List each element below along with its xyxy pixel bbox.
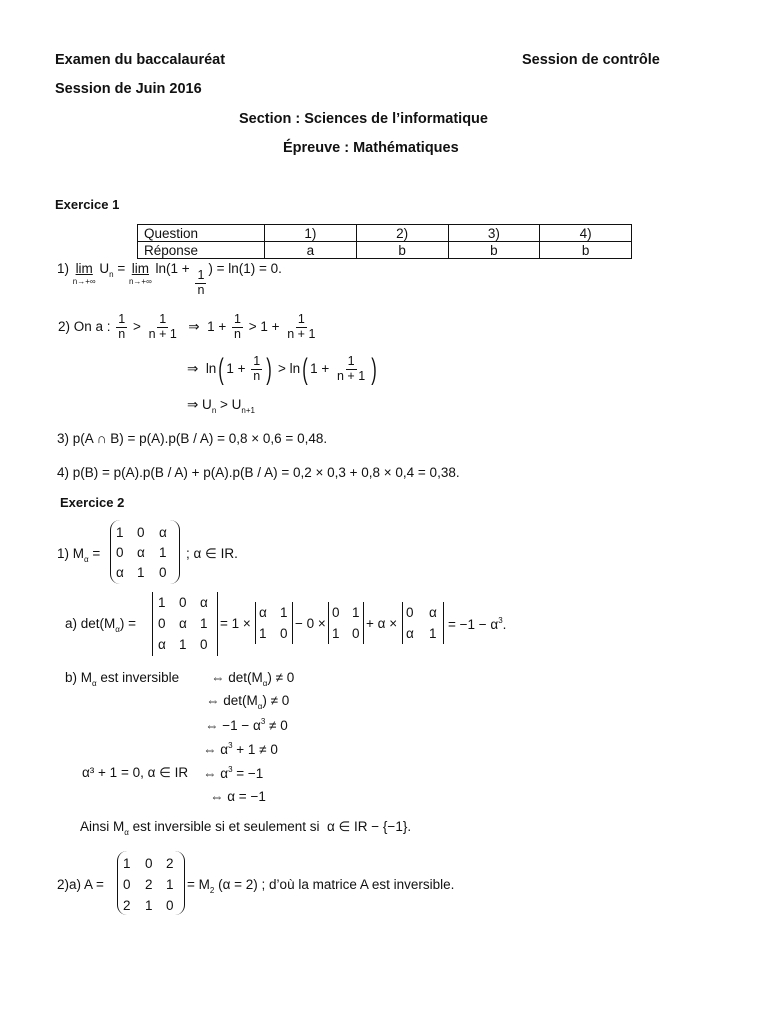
minor-3 bbox=[402, 602, 444, 644]
minor-1 bbox=[255, 602, 293, 644]
matrix-cell: 1 bbox=[200, 616, 208, 631]
qb-condition: α³ + 1 = 0, α ∈ IR bbox=[82, 765, 189, 780]
qb-line-text: ⇔ α bbox=[203, 766, 229, 781]
matrix-cell: α bbox=[137, 545, 145, 560]
matrix-cell: 0 bbox=[123, 877, 131, 892]
det-coef-1: = 1 × bbox=[220, 616, 251, 631]
ex1-q1: 1) lim n→+∞ $U_n$ = lim n→+∞ ln(1 + $\frac{1}{n}$ ) = ln(1) = 0. bbox=[57, 261, 282, 297]
ex1-q3: 3) p(A ∩ B) = p(A).p(B / A) = 0,8 × 0,6 = 0,48. bbox=[57, 431, 328, 446]
q1-label: 1) bbox=[57, 261, 70, 276]
matrix-cell: 1 bbox=[352, 605, 360, 620]
q2-label: 2) On a : bbox=[58, 318, 111, 334]
matrix-cell: 1 bbox=[116, 525, 124, 540]
exercise-1-title: Exercice 1 bbox=[55, 197, 120, 212]
ex2-q1-tail: ; α ∈ IR. bbox=[186, 546, 238, 561]
matrix-cell: 1 bbox=[158, 595, 166, 610]
det-result-text: = −1 − α bbox=[448, 617, 499, 632]
qb-conclusion: Ainsi $M_\alpha$ est inversible si et seulement si α ∈ IR − {−1}. bbox=[80, 819, 412, 837]
qb-line-1: ⇔ $\det(M_\alpha) \ne 0$ bbox=[211, 670, 295, 688]
session-date: Session de Juin 2016 bbox=[55, 81, 202, 97]
matrix-cell: 1 bbox=[280, 605, 288, 620]
lim-symbol: lim n→+∞ bbox=[72, 261, 96, 286]
ex2-q2a-tail: = $M_2$ (α = 2) ; d’où la matrice A est inversible. bbox=[187, 877, 455, 895]
question-cell: 4) bbox=[540, 225, 632, 242]
matrix-cell: 2 bbox=[123, 898, 131, 913]
matrix-cell: 1 bbox=[259, 626, 267, 641]
matrix-m-alpha bbox=[110, 520, 180, 584]
qb-label: b) M bbox=[65, 670, 92, 685]
minor-2 bbox=[328, 602, 364, 644]
matrix-cell: 0 bbox=[116, 545, 124, 560]
q1-label: 1) M bbox=[57, 546, 84, 561]
qb-line-2: ⇔ $\det(M_\alpha) \ne 0$ bbox=[206, 693, 290, 711]
answer-cell: b bbox=[448, 242, 540, 259]
answer-cell: a bbox=[265, 242, 357, 259]
matrix-cell: 1 bbox=[137, 565, 145, 580]
qb-line-6: ⇔ α = −1 bbox=[210, 789, 266, 804]
matrix-cell: 0 bbox=[200, 637, 208, 652]
matrix-cell: α bbox=[259, 605, 267, 620]
answer-cell: b bbox=[540, 242, 632, 259]
matrix-cell: 0 bbox=[145, 856, 153, 871]
det-result: = $-1 - \alpha^3$. bbox=[448, 616, 507, 632]
exercise-2-title: Exercice 2 bbox=[60, 495, 125, 510]
matrix-cell: α bbox=[429, 605, 437, 620]
matrix-cell: 0 bbox=[158, 616, 166, 631]
matrix-cell: 1 bbox=[159, 545, 167, 560]
det-coef-3: + α × bbox=[366, 616, 398, 631]
answer-table bbox=[137, 224, 632, 259]
ex2-qb-label: b) $M_\alpha$ est inversible bbox=[65, 670, 180, 688]
answer-cell: b bbox=[356, 242, 448, 259]
matrix-cell: 1 bbox=[332, 626, 340, 641]
qb-line-5: ⇔ $\alpha^3 = -1$ bbox=[203, 765, 264, 781]
matrix-a bbox=[117, 851, 185, 915]
matrix-cell: 0 bbox=[332, 605, 340, 620]
ex2-q1-label: 1) $M_\alpha$ = bbox=[57, 546, 101, 564]
question-cell: 1) bbox=[265, 225, 357, 242]
ex1-q2-line2: ⇒ ln( 1 + $\frac{1}{n}$ ) > ln( 1 + $\frac{1}{n + 1}$ ) bbox=[187, 352, 377, 386]
matrix-cell: α bbox=[179, 616, 187, 631]
exam-title: Examen du baccalauréat bbox=[55, 52, 226, 68]
q2-conclusion: ⇒ U bbox=[187, 397, 212, 412]
question-cell: 3) bbox=[448, 225, 540, 242]
matrix-cell: 0 bbox=[166, 898, 174, 913]
lim-symbol: lim n→+∞ bbox=[128, 261, 152, 286]
matrix-cell: α bbox=[159, 525, 167, 540]
q2a-tail-text: (α = 2) ; d’où la matrice A est inversible. bbox=[218, 877, 455, 892]
row-label: Réponse bbox=[138, 242, 265, 259]
matrix-cell: 0 bbox=[137, 525, 145, 540]
matrix-cell: 1 bbox=[429, 626, 437, 641]
matrix-cell: 0 bbox=[352, 626, 360, 641]
qb-line-3: ⇔ $-1 - \alpha^3 \ne 0$ bbox=[205, 717, 288, 733]
table-row bbox=[138, 225, 632, 242]
matrix-cell: 1 bbox=[145, 898, 153, 913]
matrix-cell: α bbox=[158, 637, 166, 652]
ex1-q4: 4) p(B) = p(A).p(B / A) + p(A).p(B / A) = 0,2 × 0,3 + 0,8 × 0,4 = 0,38. bbox=[57, 465, 460, 480]
qb-line-text: ⇔ α bbox=[203, 742, 229, 757]
matrix-cell: 1 bbox=[166, 877, 174, 892]
q1-result: ) = ln(1) = 0. bbox=[208, 261, 282, 276]
qa-label: a) det(M bbox=[65, 616, 116, 631]
matrix-cell: α bbox=[200, 595, 208, 610]
matrix-cell: α bbox=[406, 626, 414, 641]
ex1-q2-line1: 2) On a : $\frac{1}{n}$ > $\frac{1}{n + 1}$ ⇒ 1 + $\frac{1}{n}$ > 1 + $\frac{1}{n + 1}$ bbox=[58, 312, 316, 341]
qb-line-text: ⇔ −1 − α bbox=[205, 718, 261, 733]
qb-line-4: ⇔ $\alpha^3 + 1 \ne 0$ bbox=[203, 741, 278, 757]
qb-line-text: ⇔ det(M bbox=[206, 693, 258, 708]
section-title: Section : Sciences de l’informatique bbox=[239, 111, 488, 127]
epreuve-title: Épreuve : Mathématiques bbox=[283, 140, 459, 156]
matrix-cell: 0 bbox=[179, 595, 187, 610]
session-type: Session de contrôle bbox=[522, 52, 660, 68]
qb-conclusion-text: Ainsi M bbox=[80, 819, 125, 834]
matrix-cell: 0 bbox=[280, 626, 288, 641]
ex2-qa-label: a) $\det(M_\alpha)$ = bbox=[65, 616, 137, 634]
ex2-q2a-label: 2)a) A = bbox=[57, 877, 104, 892]
qb-line-text: ⇔ det(M bbox=[211, 670, 263, 685]
matrix-cell: 1 bbox=[179, 637, 187, 652]
matrix-cell: 0 bbox=[406, 605, 414, 620]
ex1-q2-line3: ⇒ $U_n > U_{n+1}$ bbox=[187, 397, 255, 415]
matrix-cell: 1 bbox=[123, 856, 131, 871]
matrix-cell: 2 bbox=[166, 856, 174, 871]
matrix-cell: α bbox=[116, 565, 124, 580]
matrix-cell: 2 bbox=[145, 877, 153, 892]
row-label: Question bbox=[138, 225, 265, 242]
question-cell: 2) bbox=[356, 225, 448, 242]
table-row bbox=[138, 242, 632, 259]
det-m-alpha bbox=[152, 592, 218, 656]
matrix-cell: 0 bbox=[159, 565, 167, 580]
det-coef-2: − 0 × bbox=[295, 616, 326, 631]
